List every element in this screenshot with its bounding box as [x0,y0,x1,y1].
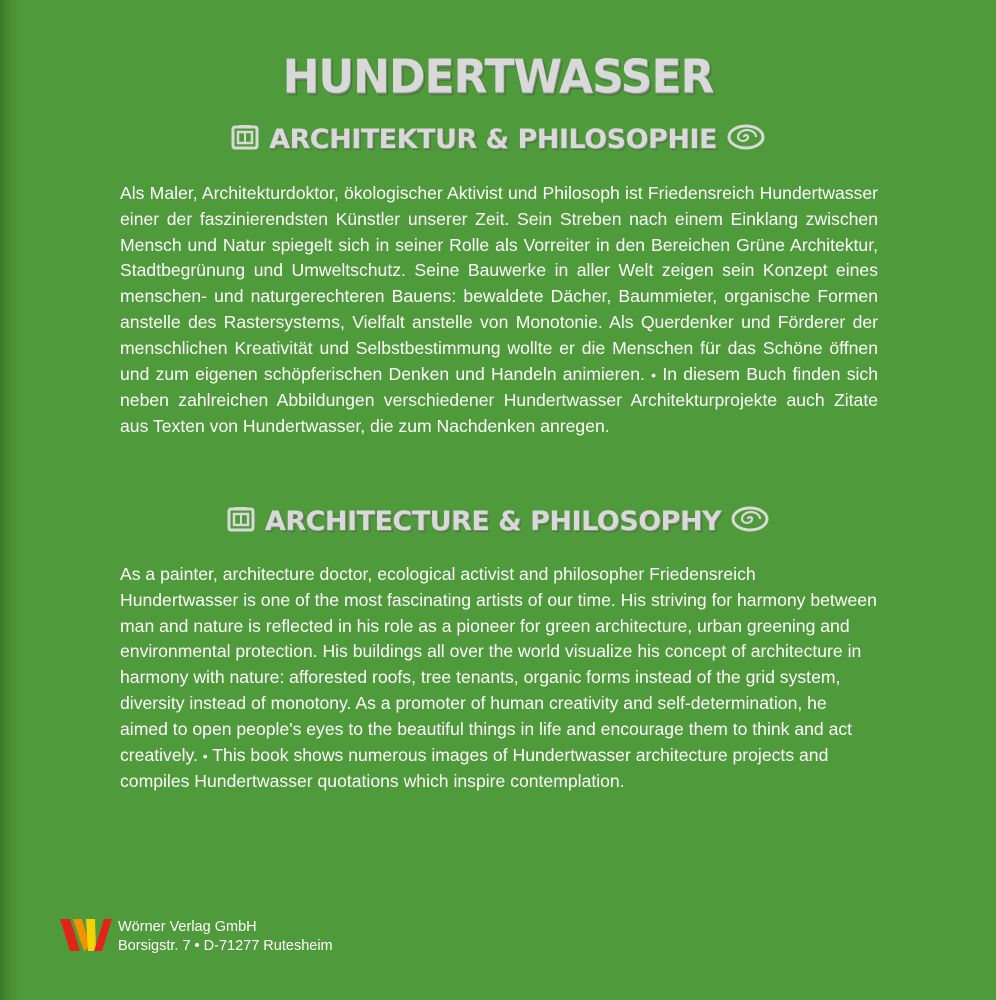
english-heading-label: ARCHITECTURE & PHILOSOPHY [264,506,722,537]
german-body [120,181,878,440]
publisher-address: Borsigstr. 7 • D-71277 Rutesheim [118,938,333,954]
window-icon [231,124,259,155]
german-heading [0,124,996,155]
german-body-part1: Als Maler, Architekturdoktor, ökologischer Aktivist und Philosoph ist Friedensreich Hundertwasser einer der faszinierendsten Künstler unserer Zeit. Sein Streben nach einem Einklang zwischen Mensch und Natur spiegelt sich in seiner Rolle als Vorreiter in den Bereichen Grüne Architektur, Stadtbegrünung und Umweltschutz. Seine Bauwerke in aller Welt zeigen sein Konzept eines menschen- und naturgerechteren Bauens: bewaldete Dächer, Baummieter, organische Formen anstelle des Rastersystems, Vielfalt anstelle von Monotonie. Als Querdenker und Förderer der menschlichen Kreativität und Selbstbestimmung wollte er die Menschen für das Schöne öffnen und zum eigenen schöpferischen Denken und Handeln animieren. [120,183,878,384]
english-heading [0,506,996,537]
bullet-separator: • [651,366,657,383]
publisher-logo [60,917,112,958]
publisher-name: Wörner Verlag GmbH [118,919,257,935]
window-icon [227,506,255,537]
spiral-icon [727,124,765,155]
publisher-info [118,918,333,956]
page-title: HUNDERTWASSER [282,50,714,105]
english-body-part2: This book shows numerous images of Hundertwasser architecture projects and compiles Hundertwasser quotations which inspire contemplation. [120,744,829,792]
spiral-icon [731,506,769,537]
bullet-separator: • [202,747,208,764]
english-body-part1: As a painter, architecture doctor, ecological activist and philosopher Friedensreich Hundertwasser is one of the most fascinating artists of our time. His striving for harmony between man and nature is reflected in his role as a pioneer for green architecture, urban greening and environmental protection. His buildings all over the world visualize his concept of architecture in harmony with nature: afforested roofs, tree tenants, organic forms instead of the grid system, diversity instead of monotony. As a promoter of human creativity and self-determination, he aimed to open people's eyes to the beautiful things in life and encourage them to think and act creatively. [120,564,877,765]
german-heading-label: ARCHITEKTUR & PHILOSOPHIE [269,124,717,155]
english-body [120,562,878,795]
german-body-part2: In diesem Buch finden sich neben zahlreichen Abbildungen verschiedener Hundertwasser Architekturprojekte auch Zitate aus Texten von Hundertwasser, die zum Nachdenken anregen. [120,363,879,437]
